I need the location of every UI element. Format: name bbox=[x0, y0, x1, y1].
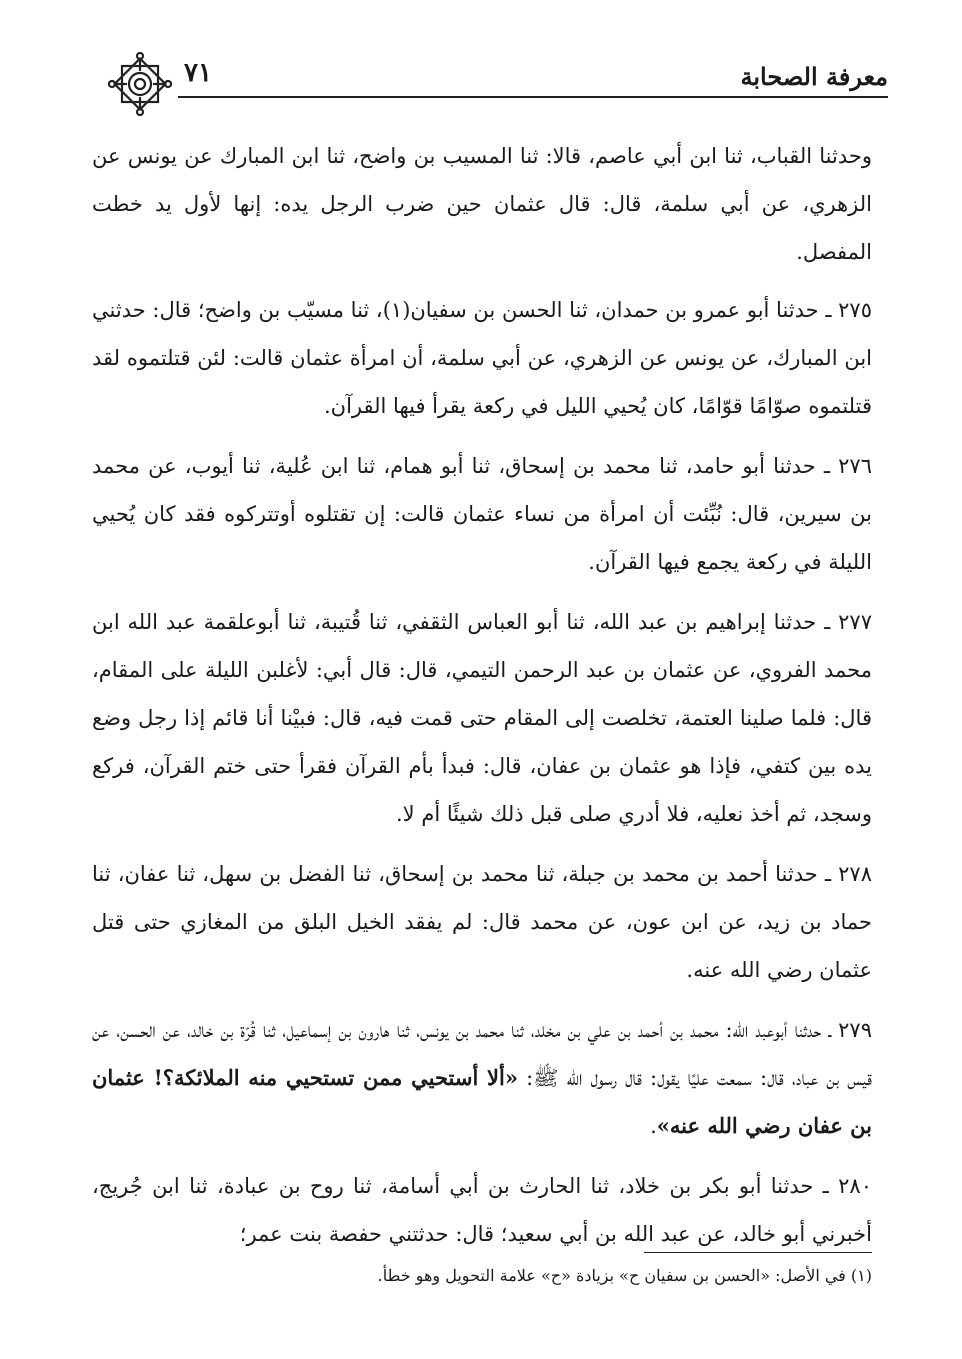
paragraph: ٢٧٦ ـ حدثنا أبو حامد، ثنا محمد بن إسحاق، ثنا أبو همام، ثنا ابن عُلية، ثنا أيوب، عن محمد بن سيرين، قال: نُبِّئت أن امرأة من نساء عثمان قالت: إن تقتلوه أوتتركوه فقد كان يُحيي الليلة في ركعة يجمع فيها القرآن. bbox=[92, 454, 872, 574]
paragraph: ٢٨٠ ـ حدثنا أبو بكر بن خلاد، ثنا الحارث بن أبي أسامة، ثنا روح بن عبادة، ثنا ابن جُريج، أخبرني أبو خالد، عن عبد الله بن أبي سعيد؛ قال: حدثتني حفصة بنت عمر؛ bbox=[92, 1174, 872, 1246]
paragraph: ٢٧٨ ـ حدثنا أحمد بن محمد بن جبلة، ثنا محمد بن إسحاق، ثنا الفضل بن سهل، ثنا عفان، ثنا حماد بن زيد، عن ابن عون، عن محمد قال: لم يفقد الخيل البلق من المغازي حتى قتل عثمان رضي الله عنه. bbox=[92, 862, 872, 982]
main-text bbox=[92, 132, 872, 1270]
page-header bbox=[108, 52, 888, 112]
header-divider bbox=[178, 96, 888, 98]
star-ornament-icon bbox=[108, 52, 172, 116]
running-title: معرفة الصحابة bbox=[740, 62, 888, 91]
paragraph: وحدثنا القباب، ثنا ابن أبي عاصم، قالا: ثنا المسيب بن واضح، ثنا ابن المبارك عن يونس عن الزهري، عن أبي سلمة، قال: قال عثمان حين ضرب الرجل يده: إنها لأول يد خطت المفصل. bbox=[92, 144, 872, 264]
footnote-divider bbox=[644, 1252, 872, 1253]
page-number: ٧١ bbox=[184, 58, 212, 88]
footnote: (١) في الأصل: «الحسن بن سفيان ح» بزيادة «ح» علامة التحويل وهو خطأ. bbox=[377, 1266, 872, 1285]
paragraph bbox=[92, 1006, 872, 1150]
paragraph: ٢٧٥ ـ حدثنا أبو عمرو بن حمدان، ثنا الحسن بن سفيان(١)، ثنا مسيّب بن واضح؛ قال: حدثني ابن المبارك، عن يونس عن الزهري، عن أبي سلمة، أن امرأة عثمان قالت: لئن قتلتموه لقد قتلتموه صوّامًا قوّامًا، كان يُحيي الليل في ركعة يقرأ فيها القرآن. bbox=[92, 298, 872, 418]
paragraph: ٢٧٧ ـ حدثنا إبراهيم بن عبد الله، ثنا أبو العباس الثقفي، ثنا قُتيبة، ثنا أبوعلقمة عبد الله ابن محمد الفروي، عن عثمان بن عبد الرحمن التيمي، قال: قال أبي: لأغلبن الليلة على المقام، قال: فلما صلينا العتمة، تخلصت إلى المقام حتى قمت فيه، قال: فبيْنا أنا قائم إذا رجل وضع يده بين كتفي، فإذا هو عثمان بن عفان، قال: فبدأ بأم القرآن فقرأ حتى ختم القرآن، فركع وسجد، ثم أخذ نعليه، فلا أدري صلى قبل ذلك شيئًا أم لا. bbox=[92, 610, 872, 826]
paragraph-text: ٢٧٩ ـ حدثنا أبوعبد الله: محمد بن أحمد بن علي بن مخلد، ثنا محمد بن يونس، ثنا هارون بن إسماعيل، ثنا قُرّة بن خالد، عن الحسن، عن قيس بن عباد، قال: سمعت عليًا يقول: قال رسول الله ﷺ: bbox=[92, 1018, 872, 1090]
paragraph-tail: . bbox=[650, 1114, 657, 1138]
hadith-quote: «ألا أستحيي ممن تستحيي منه الملائكة؟! عثمان بن عفان رضي الله عنه» bbox=[92, 1065, 872, 1138]
